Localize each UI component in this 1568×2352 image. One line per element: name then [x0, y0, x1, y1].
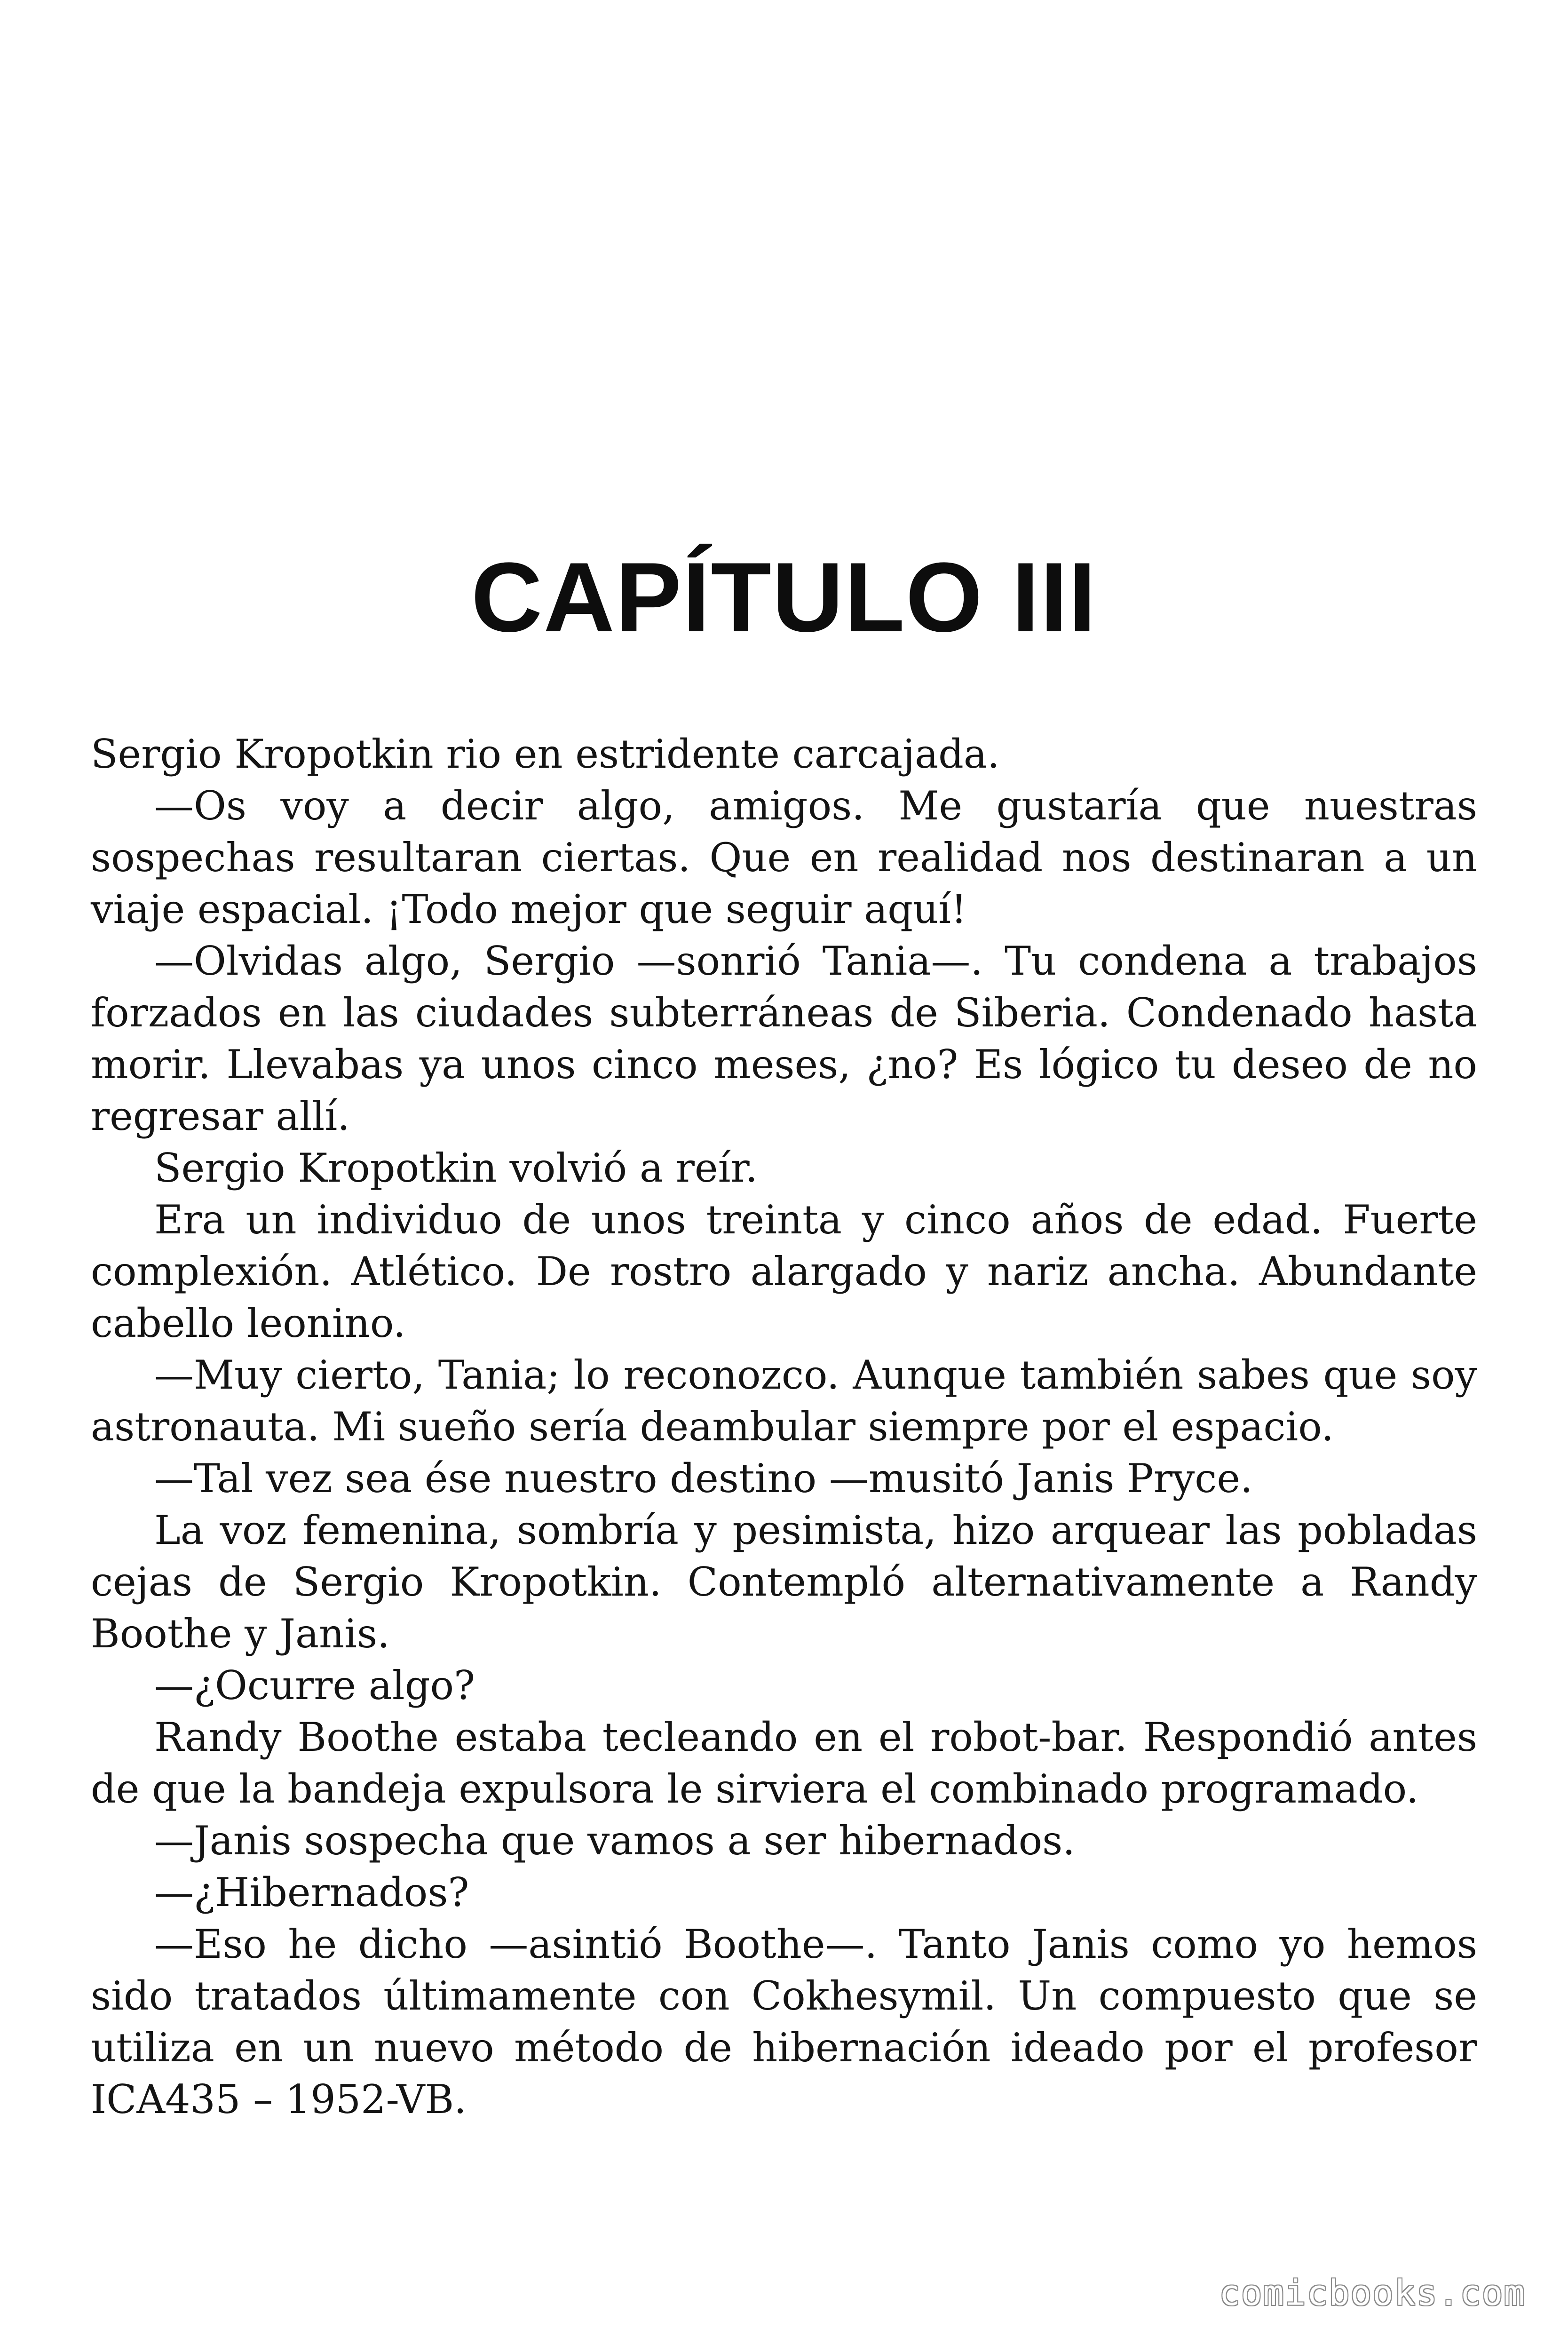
paragraph: —Eso he dicho —asintió Boothe—. Tanto Janis como yo hemos sido tratados últimamente con Cokhesymil. Un compuesto que se utiliza en un nuevo método de hibernación ideado por el profesor ICA435 – 1952-VB. [91, 1921, 1477, 2122]
chapter-title: CAPÍTULO III [471, 542, 1097, 652]
paragraph: —Janis sospecha que vamos a ser hibernados. [154, 1818, 1075, 1864]
paragraph: —Os voy a decir algo, amigos. Me gustaría que nuestras sospechas resultaran ciertas. Que en realidad nos destinaran a un viaje espacial. ¡Todo mejor que seguir aquí! [91, 783, 1477, 932]
paragraph: Era un individuo de unos treinta y cinco años de edad. Fuerte complexión. Atlético. De rostro alargado y nariz ancha. Abundante cabello leonino. [91, 1197, 1477, 1346]
paragraph: —¿Hibernados? [154, 1869, 469, 1915]
paragraph: La voz femenina, sombría y pesimista, hizo arquear las pobladas cejas de Sergio Kropotkin. Contempló alternativamente a Randy Boothe y Janis. [91, 1507, 1477, 1657]
paragraph: Randy Boothe estaba tecleando en el robot-bar. Respondió antes de que la bandeja expulsora le sirviera el combinado programado. [91, 1714, 1477, 1812]
watermark: comicbooks.com [1219, 2273, 1526, 2313]
paragraph: Sergio Kropotkin volvió a reír. [154, 1145, 758, 1191]
chapter-body [91, 728, 1477, 2125]
paragraph: Sergio Kropotkin rio en estridente carcajada. [91, 731, 1000, 777]
paragraph: —¿Ocurre algo? [154, 1662, 475, 1708]
paragraph: —Muy cierto, Tania; lo reconozco. Aunque también sabes que soy astronauta. Mi sueño sería deambular siempre por el espacio. [91, 1352, 1477, 1450]
paragraph: —Olvidas algo, Sergio —sonrió Tania—. Tu condena a trabajos forzados en las ciudades subterráneas de Siberia. Condenado hasta morir. Llevabas ya unos cinco meses, ¿no? Es lógico tu deseo de no regresar allí. [91, 938, 1477, 1139]
paragraph: —Tal vez sea ése nuestro destino —musitó Janis Pryce. [154, 1455, 1253, 1502]
